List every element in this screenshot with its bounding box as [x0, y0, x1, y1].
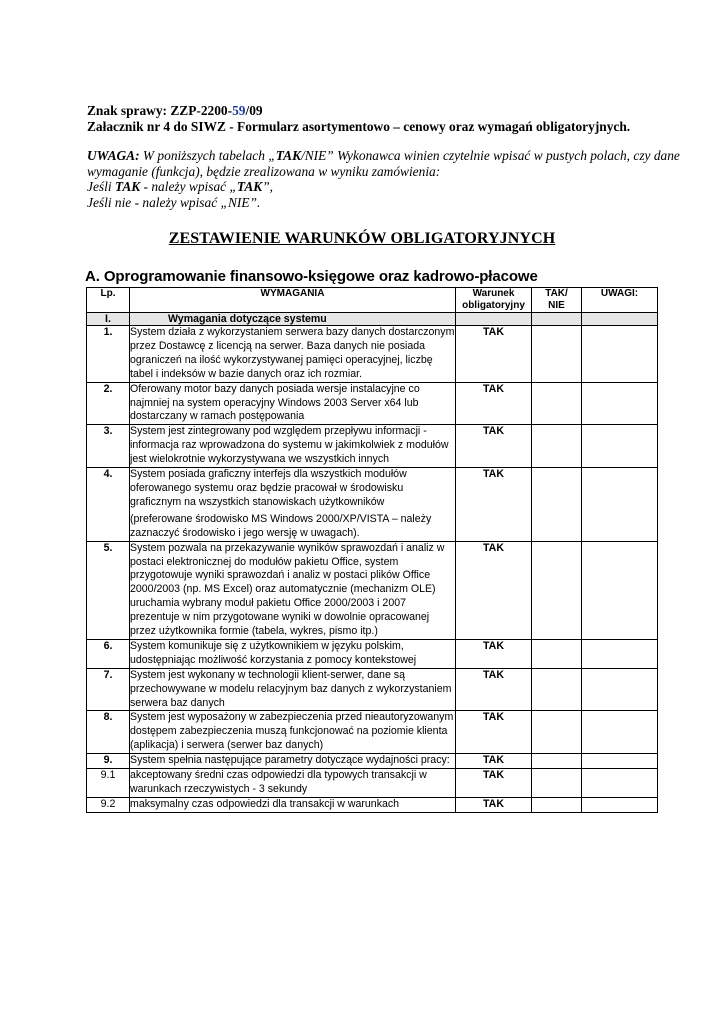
requirements-table: [86, 287, 658, 813]
table-row: 8. System jest wyposażony w zabezpieczenia przed nieautoryzowanym dostępem zabezpieczenia muszą funkcjonować na poziomie klienta (aplikacja) i serwera (serwer baz danych) TAK: [87, 711, 658, 754]
tak-nie-field[interactable]: [532, 382, 582, 425]
table-row: 9. System spełnia następujące parametry dotyczące wydajności pracy: TAK: [87, 754, 658, 769]
notice-no-line: Jeśli nie - należy wpisać „NIE”.: [87, 194, 261, 210]
tak-nie-field[interactable]: [532, 711, 582, 754]
case-number: Znak sprawy: ZZP-2200-59/09: [87, 103, 263, 118]
table-row: 3. System jest zintegrowany pod względem przepływu informacji - informacja raz wprowadzona do systemu w jakimkolwiek z modułów jest wielokrotnie wykorzystywana we wszystkich innych TAK: [87, 425, 658, 468]
tak-nie-field[interactable]: [532, 326, 582, 383]
table-row: 2. Oferowany motor bazy danych posiada wersje instalacyjne co najmniej na system operacyjny Windows 2003 Server x64 lub dostarczany w ramach postępowania TAK: [87, 382, 658, 425]
attachment-title: Załacznik nr 4 do SIWZ - Formularz asortymentowo – cenowy oraz wymagań obligatoryjnych.: [87, 119, 631, 134]
table-header-row: [87, 288, 658, 313]
remarks-field[interactable]: [582, 769, 658, 798]
remarks-field[interactable]: [582, 382, 658, 425]
table-row: 9.2 maksymalny czas odpowiedzi dla transakcji w warunkach TAK: [87, 797, 658, 812]
table-row: 5. System pozwala na przekazywanie wyników sprawozdań i analiz w postaci elektronicznej do modułów pakietu Office, system przygotowuje wyniki sprawozdań i analiz w postaci plików Office 2000/2003 (np. MS Excel) oraz automatycznie (mechanizm OLE) uruchamia wybrany moduł pakietu Office 2000/2003 i 2007 prezentuje w nim przygotowane wyniki w dowolnie opracowanej przez użytkownika formie (tabela, wykres, pismo itp.) TAK: [87, 541, 658, 639]
table-row: 9.1 akceptowany średni czas odpowiedzi dla typowych transakcji w warunkach rzeczywistych - 3 sekundy TAK: [87, 769, 658, 798]
table-row: 4. System posiada graficzny interfejs dla wszystkich modułów oferowanego systemu oraz będzie pracował w środowisku graficznym na wszystkich stanowiskach użytkowników (preferowane środowisko MS Windows 2000/XP/VISTA – należy zaznaczyć środowisko i jego wersję w uwagach). TAK: [87, 468, 658, 542]
notice-paragraph: UWAGA: W poniższych tabelach „TAK/NIE” Wykonawca winien czytelnie wpisać w pustych polach, czy dane wymaganie (funkcja), będzie zrealizowana w wyniku zamówienia:: [87, 148, 680, 179]
remarks-field[interactable]: [582, 797, 658, 812]
group-title: Wymagania dotyczące systemu: [130, 313, 456, 326]
document-header: [87, 103, 687, 135]
remarks-field[interactable]: [582, 639, 658, 668]
remarks-field[interactable]: [582, 541, 658, 639]
instructions-notice: [87, 148, 687, 210]
header-remarks: UWAGI:: [582, 288, 658, 313]
header-lp: Lp.: [87, 288, 130, 313]
remarks-field[interactable]: [582, 754, 658, 769]
header-requirements: WYMAGANIA: [130, 288, 456, 313]
tak-nie-field[interactable]: [532, 541, 582, 639]
tak-nie-field[interactable]: [532, 769, 582, 798]
remarks-field[interactable]: [582, 711, 658, 754]
tak-nie-field[interactable]: [532, 468, 582, 542]
group-number: I.: [87, 313, 130, 326]
tak-nie-field[interactable]: [532, 797, 582, 812]
remarks-field[interactable]: [582, 326, 658, 383]
header-mandatory: Warunek obligatoryjny: [456, 288, 532, 313]
case-number-value: 59: [232, 103, 246, 118]
remarks-field[interactable]: [582, 668, 658, 711]
remarks-field[interactable]: [582, 425, 658, 468]
table-row: 1. System działa z wykorzystaniem serwera bazy danych dostarczonym przez Dostawcę z licencją na serwer. Baza danych nie posiada ograniczeń na ilość wykorzystywanej pamięci operacyjnej, liczbę tabel i indeksów w bazie danych oraz ich rozmiar. TAK: [87, 326, 658, 383]
tak-nie-field[interactable]: [532, 425, 582, 468]
tak-nie-field[interactable]: [532, 668, 582, 711]
notice-yes-line: Jeśli TAK - należy wpisać „TAK”,: [87, 179, 274, 195]
tak-nie-field[interactable]: [532, 754, 582, 769]
notice-label: UWAGA:: [87, 148, 140, 163]
group-row: [87, 313, 658, 326]
table-row: 6. System komunikuje się z użytkownikiem w języku polskim, udostępniając możliwość korzystania z pomocy kontekstowej TAK: [87, 639, 658, 668]
header-tak-nie: TAK/ NIE: [532, 288, 582, 313]
section-heading: A. Oprogramowanie finansowo-księgowe oraz kadrowo-płacowe: [85, 268, 538, 285]
tak-nie-field[interactable]: [532, 639, 582, 668]
table-row: 7. System jest wykonany w technologii klient-serwer, dane są przechowywane w modelu relacyjnym baz danych z wykorzystaniem serwera baz danych TAK: [87, 668, 658, 711]
remarks-field[interactable]: [582, 468, 658, 542]
document-title: ZESTAWIENIE WARUNKÓW OBLIGATORYJNYCH: [168, 230, 556, 247]
